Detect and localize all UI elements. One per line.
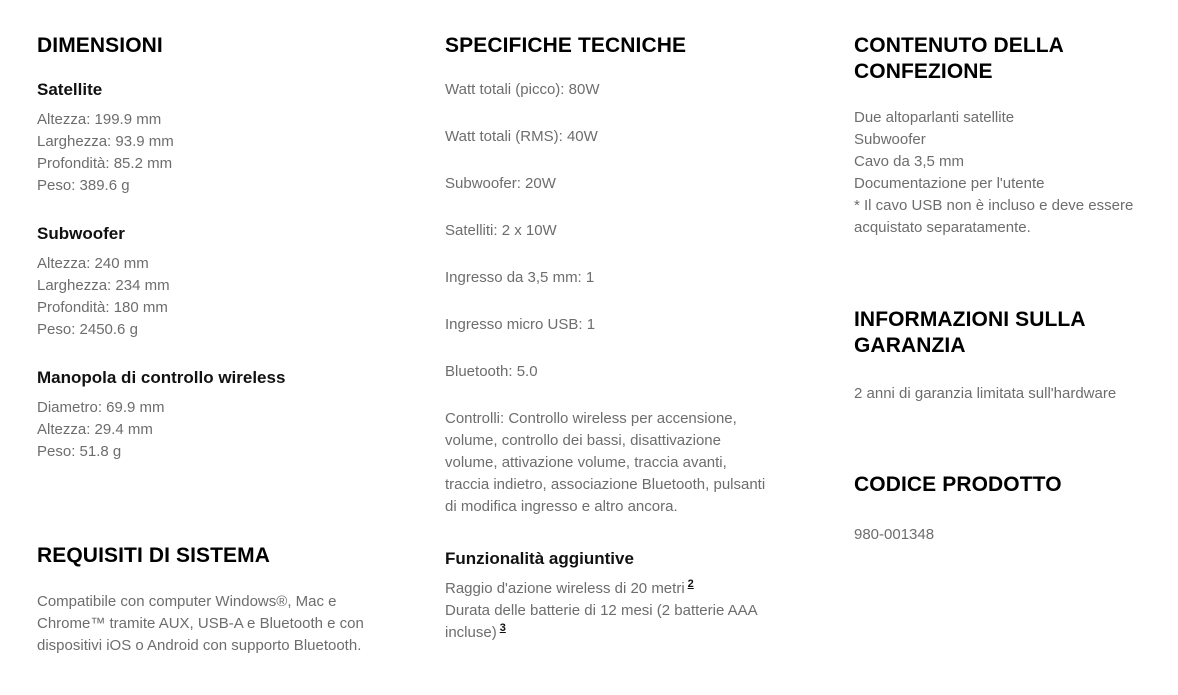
subwoofer-heading: Subwoofer xyxy=(37,224,125,243)
control-knob-weight: Peso: 51.8 g xyxy=(37,443,122,460)
subwoofer-height: Altezza: 240 mm xyxy=(37,255,149,272)
spec-controls xyxy=(445,408,815,518)
specs-column xyxy=(445,33,815,641)
extra-battery-text: incluse) xyxy=(445,624,497,641)
requirements-section xyxy=(37,543,407,657)
extra-range-text: Raggio d'azione wireless di 20 metri xyxy=(445,580,685,597)
footnote-3-link[interactable]: 3 xyxy=(499,622,506,634)
product-code-title: CODICE PRODOTTO xyxy=(854,473,1062,496)
warranty-title-line-1: INFORMAZIONI SULLA xyxy=(854,308,1086,331)
satellite-heading: Satellite xyxy=(37,80,103,99)
satellite-height: Altezza: 199.9 mm xyxy=(37,111,162,128)
box-usb-note-line-2: acquistato separatamente. xyxy=(854,219,1031,236)
product-code-value: 980-001348 xyxy=(854,526,935,543)
spec-usb-input: Ingresso micro USB: 1 xyxy=(445,316,596,333)
spec-subwoofer: Subwoofer: 20W xyxy=(445,175,556,192)
warranty-title-line-2: GARANZIA xyxy=(854,334,966,357)
subwoofer-width: Larghezza: 234 mm xyxy=(37,277,170,294)
satellite-weight: Peso: 389.6 g xyxy=(37,177,130,194)
extra-battery-line-2 xyxy=(445,622,815,644)
extra-battery-line: Durata delle batterie di 12 mesi (2 batterie AAA xyxy=(445,602,758,619)
spec-peak-watt: Watt totali (picco): 80W xyxy=(445,81,600,98)
dimensions-column xyxy=(37,33,407,654)
box-contents-section xyxy=(854,33,1154,239)
box-contents-title xyxy=(854,33,1154,85)
warranty-text: 2 anni di garanzia limitata sull'hardware xyxy=(854,385,1117,402)
dimensions-title: DIMENSIONI xyxy=(37,34,163,57)
warranty-title xyxy=(854,307,1154,359)
subwoofer-group xyxy=(37,223,407,341)
box-column xyxy=(854,33,1154,543)
spec-controls-line-3: volume, attivazione volume, traccia avanti, xyxy=(445,454,727,471)
box-contents-title-line-2: CONFEZIONE xyxy=(854,60,993,83)
subwoofer-weight: Peso: 2450.6 g xyxy=(37,321,138,338)
spec-satellites: Satelliti: 2 x 10W xyxy=(445,222,557,239)
extra-features-section xyxy=(445,548,815,644)
spec-bluetooth: Bluetooth: 5.0 xyxy=(445,363,538,380)
box-contents-title-line-1: CONTENUTO DELLA xyxy=(854,34,1064,57)
box-item-docs: Documentazione per l'utente xyxy=(854,175,1045,192)
requirements-line-2: Chrome™ tramite AUX, USB-A e Bluetooth e con xyxy=(37,615,364,632)
control-knob-height: Altezza: 29.4 mm xyxy=(37,421,153,438)
box-usb-note-line-1: * Il cavo USB non è incluso e deve essere xyxy=(854,197,1134,214)
subwoofer-depth: Profondità: 180 mm xyxy=(37,299,168,316)
requirements-title: REQUISITI DI SISTEMA xyxy=(37,544,271,567)
warranty-section xyxy=(854,307,1154,405)
control-knob-diameter: Diametro: 69.9 mm xyxy=(37,399,165,416)
satellite-width: Larghezza: 93.9 mm xyxy=(37,133,174,150)
spec-aux-input: Ingresso da 3,5 mm: 1 xyxy=(445,269,595,286)
spec-rms-watt: Watt totali (RMS): 40W xyxy=(445,128,598,145)
spec-controls-line-1: Controlli: Controllo wireless per accensione, xyxy=(445,410,737,427)
product-code-section xyxy=(854,472,1154,546)
spec-controls-line-2: volume, controllo dei bassi, disattivazione xyxy=(445,432,721,449)
control-knob-group xyxy=(37,367,407,463)
box-item-subwoofer: Subwoofer xyxy=(854,131,926,148)
spec-controls-line-5: di modifica ingresso e altro ancora. xyxy=(445,498,678,515)
control-knob-heading: Manopola di controllo wireless xyxy=(37,368,286,387)
box-item-satellites: Due altoparlanti satellite xyxy=(854,109,1015,126)
spec-controls-line-4: traccia indietro, associazione Bluetooth, pulsanti xyxy=(445,476,766,493)
specs-title: SPECIFICHE TECNICHE xyxy=(445,34,687,57)
satellite-group xyxy=(37,79,407,197)
footnote-2-link[interactable]: 2 xyxy=(687,578,694,590)
satellite-depth: Profondità: 85.2 mm xyxy=(37,155,173,172)
box-item-cable: Cavo da 3,5 mm xyxy=(854,153,965,170)
requirements-line-3: dispositivi iOS o Android con supporto Bluetooth. xyxy=(37,637,362,654)
extra-features-heading: Funzionalità aggiuntive xyxy=(445,549,634,568)
extra-range-line xyxy=(445,578,815,600)
requirements-line-1: Compatibile con computer Windows®, Mac e xyxy=(37,593,337,610)
